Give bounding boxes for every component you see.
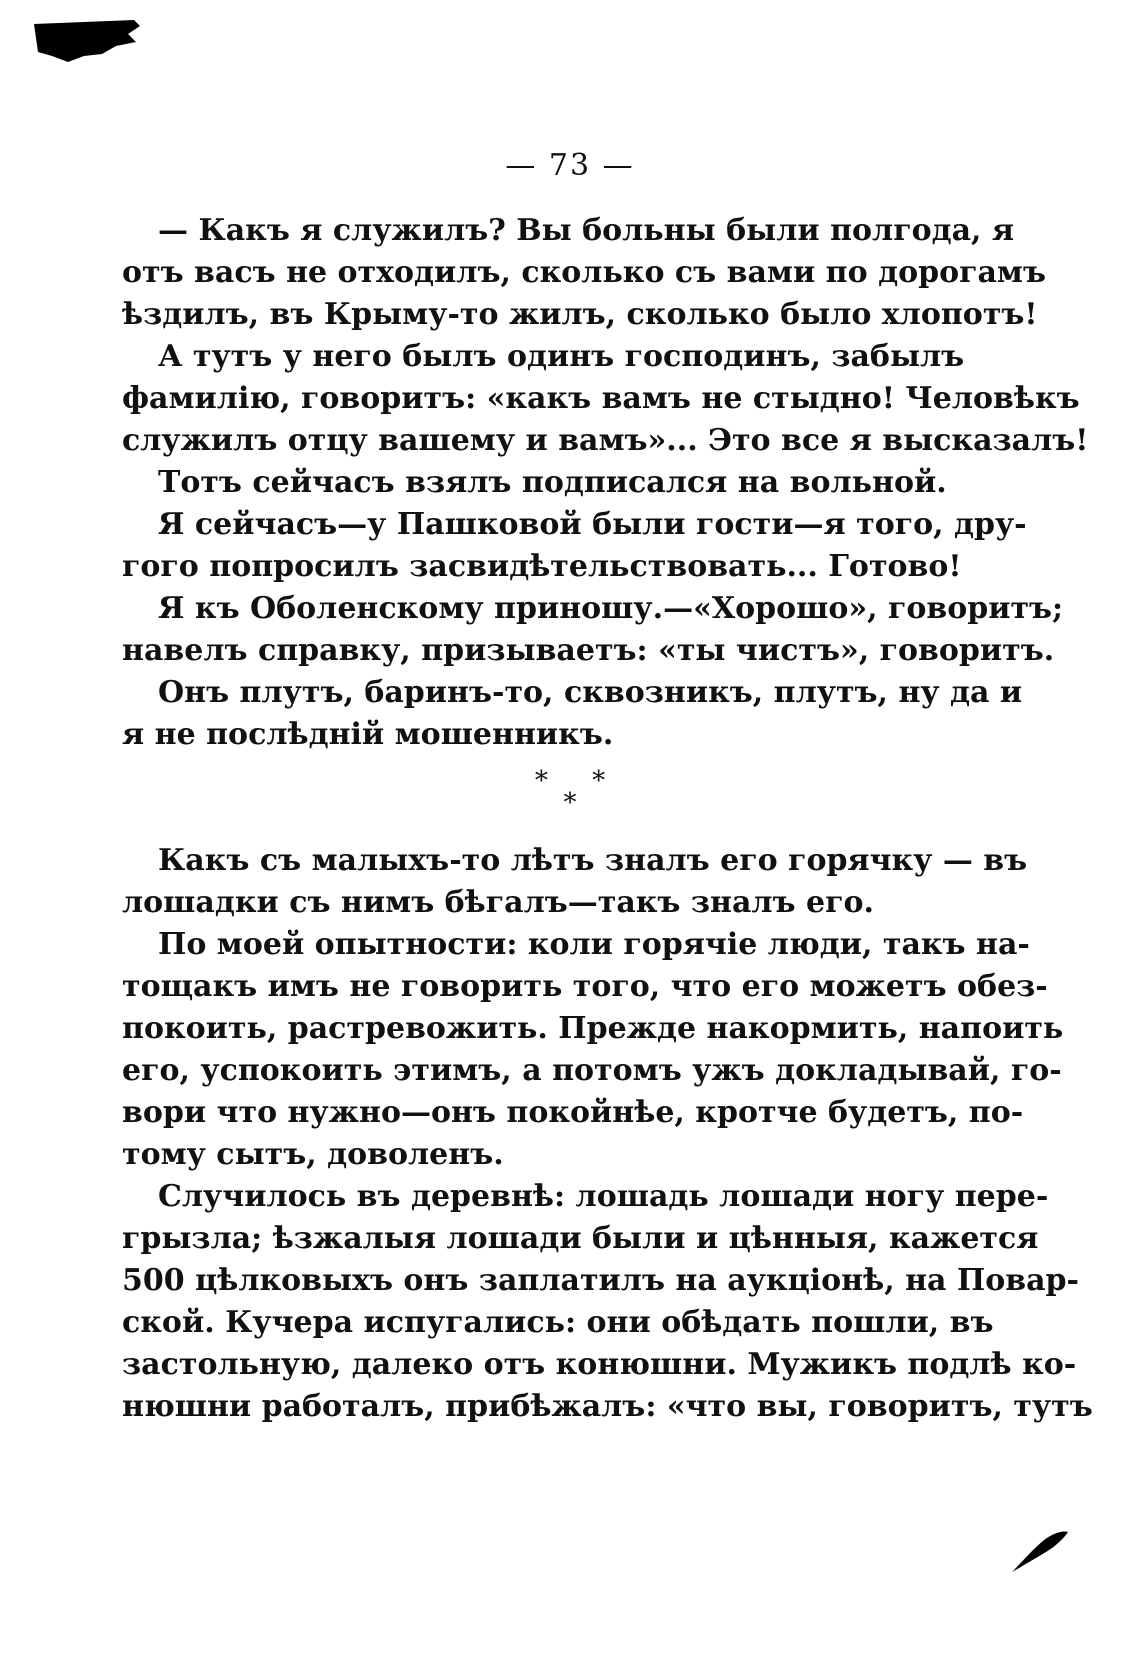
text-line: покоить, растревожить. Прежде накормить, напоить (122, 1011, 1064, 1046)
text-line: По моей опытности: коли горячіе люди, такъ на- (158, 927, 1030, 962)
asterism-bottom: * (563, 788, 577, 818)
text-line: А тутъ у него былъ одинъ господинъ, забылъ (158, 339, 965, 374)
text-line: лошадки съ нимъ бѣгалъ—такъ зналъ его. (122, 885, 874, 920)
text-line: гого попросилъ засвидѣтельствовать... Готово! (122, 549, 962, 584)
page-number: — 73 — (505, 148, 635, 183)
text-line: фамилію, говоритъ: «какъ вамъ не стыдно! Человѣкъ (122, 381, 1080, 416)
text-line: Я къ Оболенскому приношу.—«Хорошо», говоритъ; (158, 591, 1064, 626)
asterism-divider (0, 766, 1140, 818)
text-line: я не послѣдній мошенникъ. (122, 717, 614, 752)
text-line: тому сытъ, доволенъ. (122, 1137, 504, 1172)
text-line: Я сейчасъ—у Пашковой были гости—я того, дру- (158, 507, 1027, 542)
text-line: Онъ плутъ, баринъ-то, сквозникъ, плутъ, ну да и (158, 675, 1023, 710)
feather-ink-mark (1010, 1528, 1070, 1574)
ink-blot-mark (32, 16, 144, 62)
text-line: 500 цѣлковыхъ онъ заплатилъ на аукціонѣ, на Повар- (122, 1263, 1079, 1298)
text-line: Тотъ сейчасъ взялъ подписался на вольной. (158, 465, 947, 500)
text-line: Какъ съ малыхъ-то лѣтъ зналъ его горячку — въ (158, 843, 1028, 878)
text-line: нюшни работалъ, прибѣжалъ: «что вы, говоритъ, тутъ (122, 1389, 1093, 1424)
text-line: грызла; ѣзжалыя лошади были и цѣнныя, кажется (122, 1221, 1039, 1256)
text-line: тощакъ имъ не говорить того, что его можетъ обез- (122, 969, 1048, 1004)
text-line: навелъ справку, призываетъ: «ты чистъ», говоритъ. (122, 633, 1055, 668)
text-line: вори что нужно—онъ покойнѣе, кротче будетъ, по- (122, 1095, 1024, 1130)
text-line: — Какъ я служилъ? Вы больны были полгода, я (158, 213, 1015, 248)
text-line: застольную, далеко отъ конюшни. Мужикъ подлѣ ко- (122, 1347, 1077, 1382)
text-line: служилъ отцу вашему и вамъ»... Это все я высказалъ! (122, 423, 1089, 458)
text-line: Случилось въ деревнѣ: лошадь лошади ногу пере- (158, 1179, 1049, 1214)
text-section-1 (122, 210, 1089, 756)
text-section-2 (122, 840, 1093, 1428)
text-line: ѣздилъ, въ Крыму-то жилъ, сколько было хлопотъ! (122, 297, 1038, 332)
text-line: ской. Кучера испугались: они обѣдать пошли, въ (122, 1305, 994, 1340)
text-line: отъ васъ не отходилъ, сколько съ вами по дорогамъ (122, 255, 1046, 290)
asterism-top: * * (534, 766, 624, 796)
text-line: его, успокоить этимъ, а потомъ ужъ докладывай, го- (122, 1053, 1062, 1088)
